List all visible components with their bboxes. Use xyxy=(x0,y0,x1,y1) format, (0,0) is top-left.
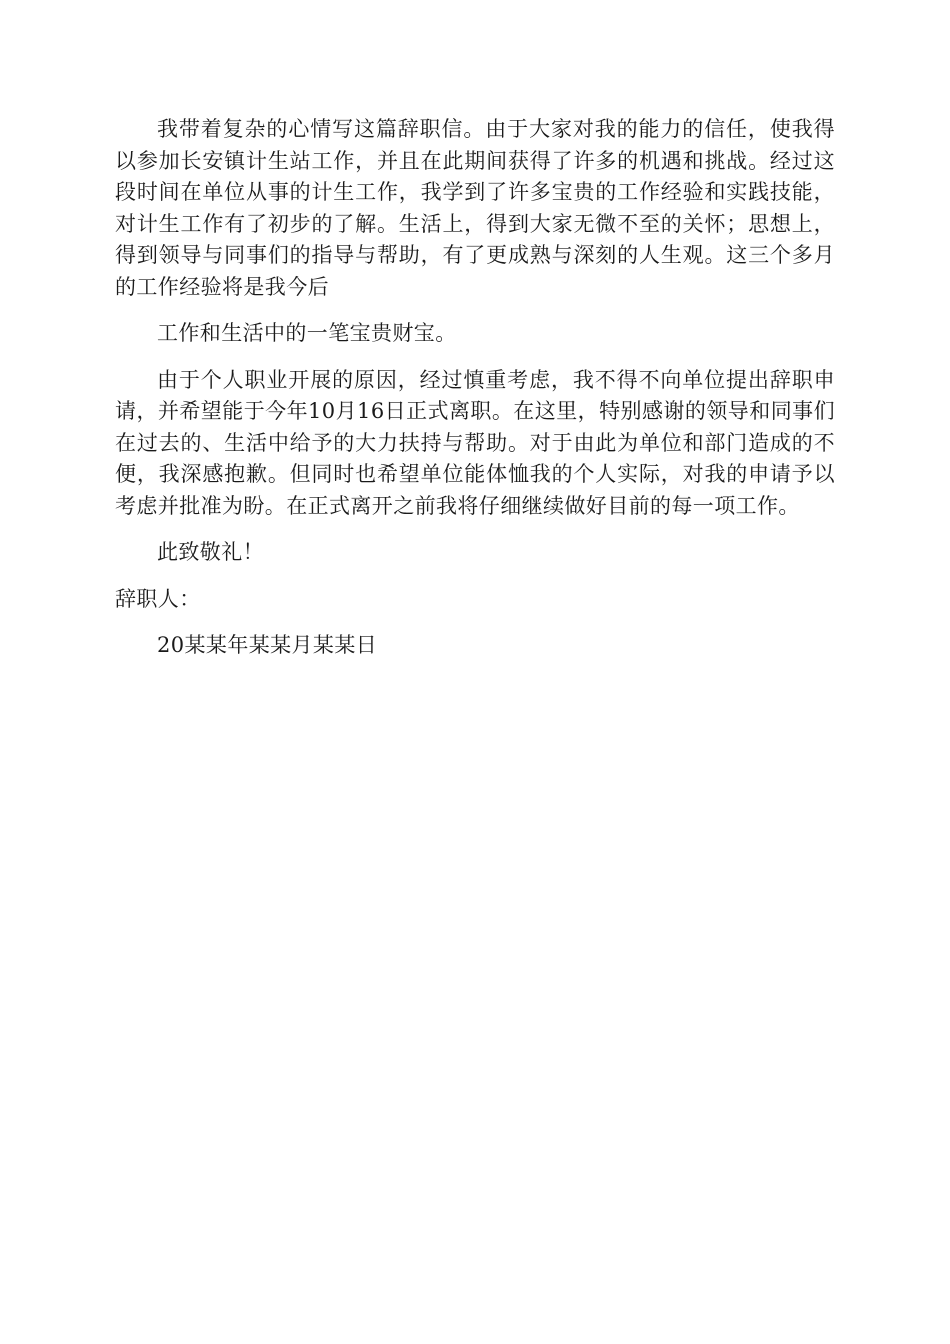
paragraph-resignation-reason: 由于个人职业开展的原因，经过慎重考虑，我不得不向单位提出辞职申请，并希望能于今年10月16日正式离职。在这里，特别感谢的领导和同事们在过去的、生活中给予的大力扶持与帮助。对于由此为单位和部门造成的不便，我深感抱歉。但同时也希望单位能体恤我的个人实际，对我的申请予以考虑并批准为盼。在正式离开之前我将仔细继续做好目前的每一项工作。 xyxy=(115,367,835,518)
closing-salutation: 此致敬礼！ xyxy=(157,540,264,564)
signature-label: 辞职人： xyxy=(115,586,201,611)
paragraph-opening: 我带着复杂的心情写这篇辞职信。由于大家对我的能力的信任，使我得以参加长安镇计生站工作，并且在此期间获得了许多的机遇和挑战。经过这段时间在单位从事的计生工作，我学到了许多宝贵的工作经验和实践技能，对计生工作有了初步的了解。生活上，得到大家无微不至的关怀；思想上，得到领导与同事们的指导与帮助，有了更成熟与深刻的人生观。这三个多月的工作经验将是我今后 xyxy=(115,117,835,299)
letter-date: 20某某年某某月某某日 xyxy=(157,633,378,657)
letter-body xyxy=(115,114,835,662)
paragraph-continuation: 工作和生活中的一笔宝贵财宝。 xyxy=(157,321,457,345)
